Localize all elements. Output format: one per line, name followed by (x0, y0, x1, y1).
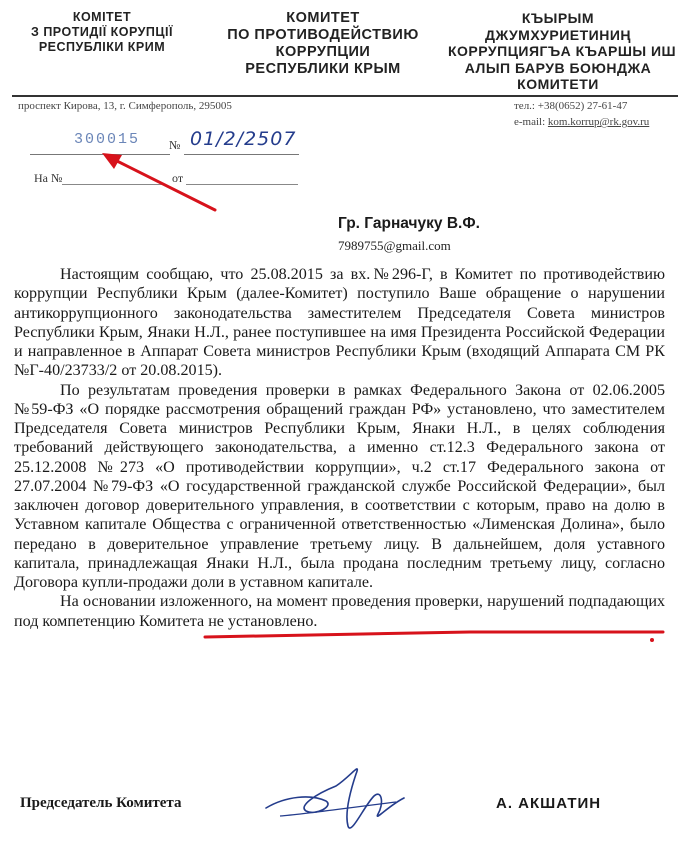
header-ru-line: КОРРУПЦИИ (275, 44, 371, 60)
red-dot (650, 638, 654, 642)
registration-number-stamp: 300015 (74, 131, 141, 148)
header-crh-line: ДЖУМХУРИЕТИНИҢ (484, 26, 632, 43)
header-crh-line: КОМИТЕТИ (517, 76, 599, 92)
email-label: e-mail: (514, 116, 548, 128)
email-link[interactable]: kom.korrup@rk.gov.ru (547, 116, 650, 128)
handwritten-date: 01/2/2507 (190, 128, 297, 150)
body-paragraph-3: На основании изложенного, на момент проведения проверки, нарушений подпадающих под компетенцию Комитета не установлено. (14, 593, 665, 630)
reply-to-number-label: На № (34, 171, 63, 185)
red-underline (205, 632, 663, 637)
reply-date-label: от (172, 171, 184, 185)
body-paragraph-2: По результатам проведения проверки в рамках Федерального Закона от 02.06.2005 №59-ФЗ «О порядке рассмотрения обращений граждан РФ» установлено, что заместителем Председателя Совета министров Республики Крым, Янаки Н.Л., в целях соблюдения требований действующего законодательства, а именно ст.12.3 Федерального закона от 25.12.2008 №273 «О противодействии коррупции», ч.2 ст.17 Федерального закона от 27.07.2004 №79-ФЗ «О государственной гражданской службе Российской Федерации», был заключен договор доверительного управления, в соответствии с которым, право на долю в Уставном капитале Общества с ограниченной ответственностью «Лименская Долина», было передано в доверительное управление третьему лицу. В дальнейшем, доля уставного капитала, принадлежащая Янаки Н.Л., была продана последним третьему лицу, согласно Договора купли-продажи доли в уставном капитале. (14, 381, 665, 591)
letter-body (14, 265, 665, 631)
number-sign: № (169, 138, 181, 152)
address: проспект Кирова, 13, г. Симферополь, 295005 (18, 100, 232, 112)
header-ua-line: КОМІТЕТ (72, 10, 132, 24)
header-crh-line: АЛЫП БАРУВ БОЮНДЖА (464, 59, 652, 76)
red-arrow-icon (102, 153, 215, 210)
header-ua-line: З ПРОТИДІЇ КОРУПЦІЇ (31, 25, 173, 39)
header-crh-line: КОРРУПЦИЯГЪА КЪАРШЫ ИШ (448, 43, 677, 59)
body-paragraph-1: Настоящим сообщаю, что 25.08.2015 за вх.№296-Г, в Комитет по противодействию коррупции Республики Крым (далее-Комитет) поступило Ваше обращение о нарушении антикоррупционного законодательства заместителем Председателя Совета министров Республики Крым, Янаки Н.Л., ранее поступившее на имя Президента Российской Федерации и направленное в Аппарат Совета министров Республики Крым (входящий Аппарата СМ РК №Г-40/23733/2 от 20.08.2015). (14, 266, 665, 380)
header-ua-line: РЕСПУБЛІКИ КРИМ (38, 40, 166, 54)
header-ru-line: КОМИТЕТ (286, 10, 360, 26)
phone: тел.: +38(0652) 27-61-47 (514, 100, 628, 112)
recipient-email[interactable]: 7989755@gmail.com (338, 238, 451, 253)
handwritten-signature (256, 756, 416, 846)
recipient-name: Гр. Гарначуку В.Ф. (338, 215, 480, 232)
header-crh-line: КЪЫРЫМ (521, 10, 595, 26)
signatory-title: Председатель Комитета (20, 795, 182, 811)
signatory-name: А. АКШАТИН (496, 795, 602, 812)
header-ru-line: РЕСПУБЛИКИ КРЫМ (245, 61, 401, 77)
header-ru-line: ПО ПРОТИВОДЕЙСТВИЮ (227, 27, 419, 43)
